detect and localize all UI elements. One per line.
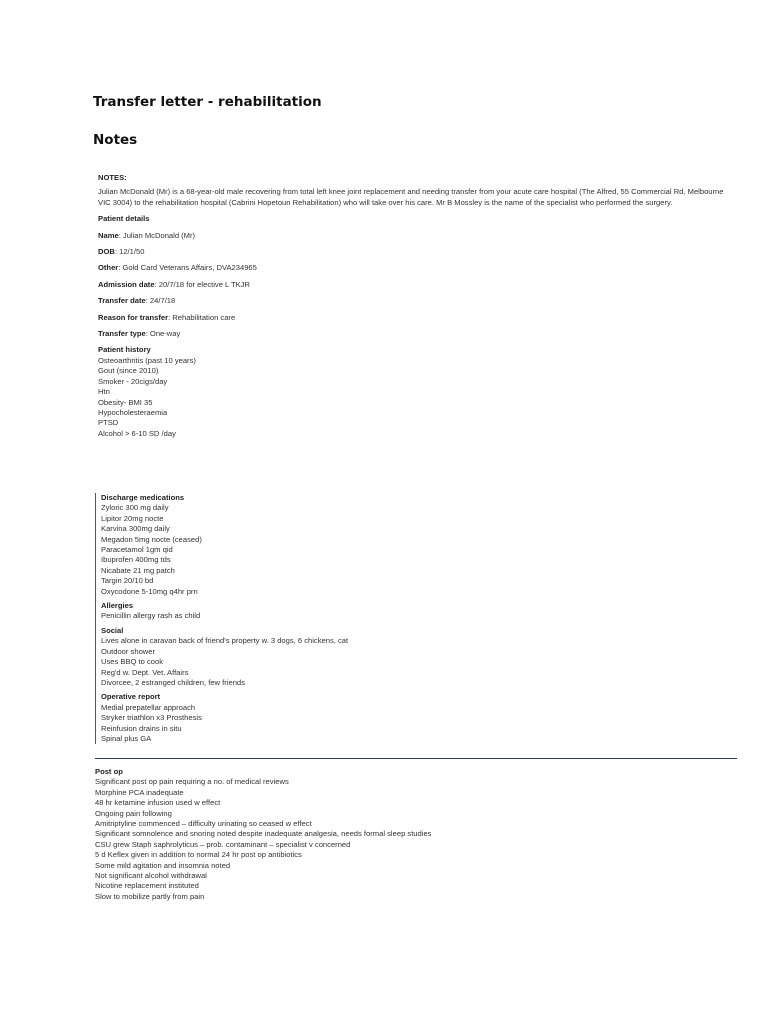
- list-item: Significant post op pain requiring a no. of medical reviews: [95, 777, 289, 787]
- transfer-type-label: Transfer type: [98, 329, 146, 339]
- admission-label: Admission date: [98, 279, 155, 289]
- operative-header: Operative report: [101, 692, 161, 702]
- list-item: Lipitor 20mg nocte: [101, 513, 164, 523]
- list-item: Divorcee, 2 estranged children, few friends: [101, 677, 245, 687]
- list-item: Karvina 300mg daily: [101, 524, 170, 534]
- list-item: Lives alone in caravan back of friend's property w. 3 dogs, 6 chickens, cat: [101, 636, 349, 646]
- list-item: Not significant alcohol withdrawal: [95, 871, 207, 881]
- admission-value: : 20/7/18 for elective L TKJR: [154, 279, 250, 289]
- history-header: Patient history: [98, 345, 151, 355]
- postop-header: Post op: [95, 767, 123, 776]
- transfer-date-value: : 24/7/18: [145, 296, 176, 306]
- notes-block: [98, 173, 738, 439]
- section-divider: [95, 758, 737, 759]
- list-item: Nicotine replacement instituted: [95, 881, 199, 891]
- transfer-type-row: [98, 329, 738, 339]
- page-title: Transfer letter - rehabilitation: [93, 94, 322, 110]
- reason-label: Reason for transfer: [98, 312, 169, 322]
- list-item: PTSD: [98, 418, 119, 428]
- list-item: Osteoarthritis (past 10 years): [98, 355, 196, 365]
- list-item: Stryker triathlon x3 Prosthesis: [101, 713, 202, 723]
- list-item: Amitriptyline commenced – difficulty urinating so ceased w effect: [95, 819, 312, 829]
- list-item: Slow to mobilize partly from pain: [95, 891, 205, 901]
- patient-name-row: [98, 231, 738, 241]
- list-item: Targin 20/10 bd: [101, 576, 154, 586]
- transfer-date-label: Transfer date: [98, 296, 146, 306]
- reason-row: [98, 313, 738, 323]
- notes-intro: Julian McDonald (Mr) is a 68-year-old male recovering from total left knee joint replacement and needing transfer from your acute care hospital (The Alfred, 55 Commercial Rd, Melbourne VIC 3004) to the rehabilitation hospital (Cabrini Hopetoun Rehabilitation) who will take over his care. Mr B Mossley is the name of the specialist who performed the surgery.: [98, 187, 724, 207]
- list-item: Medial prepatellar approach: [101, 702, 196, 712]
- list-item: 48 hr ketamine infusion used w effect: [95, 798, 221, 808]
- list-item: Significant somnolence and snoring noted despite inadequate analgesia, needs formal sleep studies: [95, 829, 432, 839]
- list-item: Zyloric 300 mg daily: [101, 503, 169, 513]
- list-item: CSU grew Staph saphrolyticus – prob. contaminant – specialist v concerned: [95, 839, 351, 849]
- allergies-header: Allergies: [101, 601, 134, 611]
- list-item: Alcohol > 6-10 SD /day: [98, 428, 176, 438]
- patient-details-header: Patient details: [98, 214, 150, 224]
- list-item: Nicabate 21 mg patch: [101, 565, 175, 575]
- dob-label: DOB: [98, 247, 115, 257]
- section-title: Notes: [93, 132, 138, 148]
- list-item: Oxycodone 5-10mg q4hr prn: [101, 586, 198, 596]
- name-value: : Julian McDonald (Mr): [118, 230, 196, 240]
- name-label: Name: [98, 230, 119, 240]
- list-item: Hypocholesteraemia: [98, 407, 168, 417]
- list-item: Outdoor shower: [101, 646, 156, 656]
- discharge-block: [95, 493, 501, 744]
- list-item: Spinal plus GA: [101, 733, 152, 743]
- transfer-date-row: [98, 296, 738, 306]
- list-item: Ongoing pain following: [95, 808, 172, 818]
- list-item: Htn: [98, 387, 110, 397]
- list-item: Penicillin allergy rash as child: [101, 611, 201, 621]
- transfer-type-value: : One-way: [145, 329, 181, 339]
- list-item: Smoker - 20cigs/day: [98, 376, 168, 386]
- dob-value: : 12/1/50: [114, 247, 145, 257]
- other-label: Other: [98, 263, 119, 273]
- admission-row: [98, 280, 738, 290]
- list-item: 5 d Keflex given in addition to normal 24 hr post op antibiotics: [95, 850, 302, 860]
- other-value: : Gold Card Veterans Affairs, DVA234965: [118, 263, 257, 273]
- list-item: Gout (since 2010): [98, 366, 159, 376]
- postop-block: [95, 767, 695, 902]
- meds-header: Discharge medications: [101, 493, 185, 502]
- dob-row: [98, 247, 738, 257]
- list-item: Uses BBQ to cook: [101, 657, 164, 667]
- list-item: Reg'd w. Dept. Vet. Affairs: [101, 667, 189, 677]
- list-item: Some mild agitation and insomnia noted: [95, 860, 231, 870]
- list-item: Paracetamol 1gm qid: [101, 545, 173, 555]
- notes-header: NOTES:: [98, 173, 127, 182]
- list-item: Megadon 5mg nocte (ceased): [101, 534, 202, 544]
- list-item: Morphine PCA inadequate: [95, 787, 184, 797]
- list-item: Ibuprofen 400mg tds: [101, 555, 171, 565]
- social-header: Social: [101, 625, 124, 635]
- reason-value: : Rehabilitation care: [168, 312, 236, 322]
- other-row: [98, 263, 738, 273]
- list-item: Reinfusion drains in situ: [101, 723, 182, 733]
- list-item: Obesity- BMI 35: [98, 397, 153, 407]
